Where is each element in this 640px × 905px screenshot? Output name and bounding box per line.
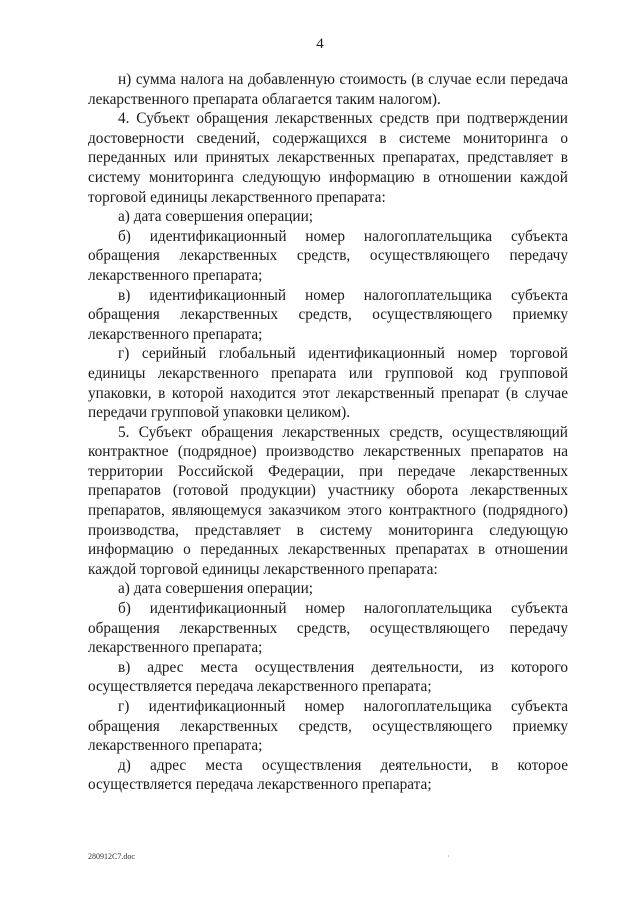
paragraph-4g: г) серийный глобальный идентификационный номер торговой единицы лекарственного препарата или групповой код групповой упаковки, в которой находится этот лекарственный препарат (в случае передачи групповой упаковки целиком). bbox=[88, 345, 568, 422]
paragraph-5g: г) идентификационный номер налогоплательщика субъекта обращения лекарственных средств, осуществляющего приемку лекарственного препарата; bbox=[88, 698, 568, 755]
paragraph-n-vat: н) сумма налога на добавленную стоимость (в случае если передача лекарственного препарата облагается таким налогом). bbox=[88, 71, 568, 108]
footer-doc-code: 280912C7.doc bbox=[88, 852, 135, 861]
document-body bbox=[88, 70, 568, 795]
paragraph-5d: д) адрес места осуществления деятельности, в которое осуществляется передача лекарственного препарата; bbox=[88, 756, 568, 794]
paragraph-5a: а) дата совершения операции; bbox=[118, 580, 314, 598]
page-number: 4 bbox=[316, 36, 324, 52]
paragraph-4a: а) дата совершения операции; bbox=[118, 208, 314, 226]
paragraph-4b: б) идентификационный номер налогоплательщика субъекта обращения лекарственных средств, осуществляющего передачу лекарственного препарата; bbox=[88, 227, 568, 284]
paragraph-4v: в) идентификационный номер налогоплательщика субъекта обращения лекарственных средств, осуществляющего приемку лекарственного препарата; bbox=[88, 286, 568, 343]
paragraph-4-intro: 4. Субъект обращения лекарственных средств при подтверждении достоверности сведений, содержащихся в системе мониторинга о переданных или принятых лекарственных препаратах, представляет в систему мониторинга следующую информацию в отношении каждой торговой единицы лекарственного препарата: bbox=[88, 110, 568, 206]
paragraph-5v: в) адрес места осуществления деятельности, из которого осуществляется передача лекарственного препарата; bbox=[88, 658, 568, 696]
footer-mark: · bbox=[447, 852, 450, 861]
paragraph-5-intro: 5. Субъект обращения лекарственных средств, осуществляющий контрактное (подрядное) производство лекарственных препаратов на территории Российской Федерации, при передаче лекарственных препаратов (готовой продукции) участнику оборота лекарственных препаратов, являющемуся заказчиком этого контрактного (подрядного) производства, представляет в систему мониторинга следующую информацию о переданных лекарственных препаратах в отношении каждой торговой единицы лекарственного препарата: bbox=[88, 423, 568, 578]
paragraph-5b: б) идентификационный номер налогоплательщика субъекта обращения лекарственных средств, осуществляющего передачу лекарственного препарата; bbox=[88, 600, 568, 657]
